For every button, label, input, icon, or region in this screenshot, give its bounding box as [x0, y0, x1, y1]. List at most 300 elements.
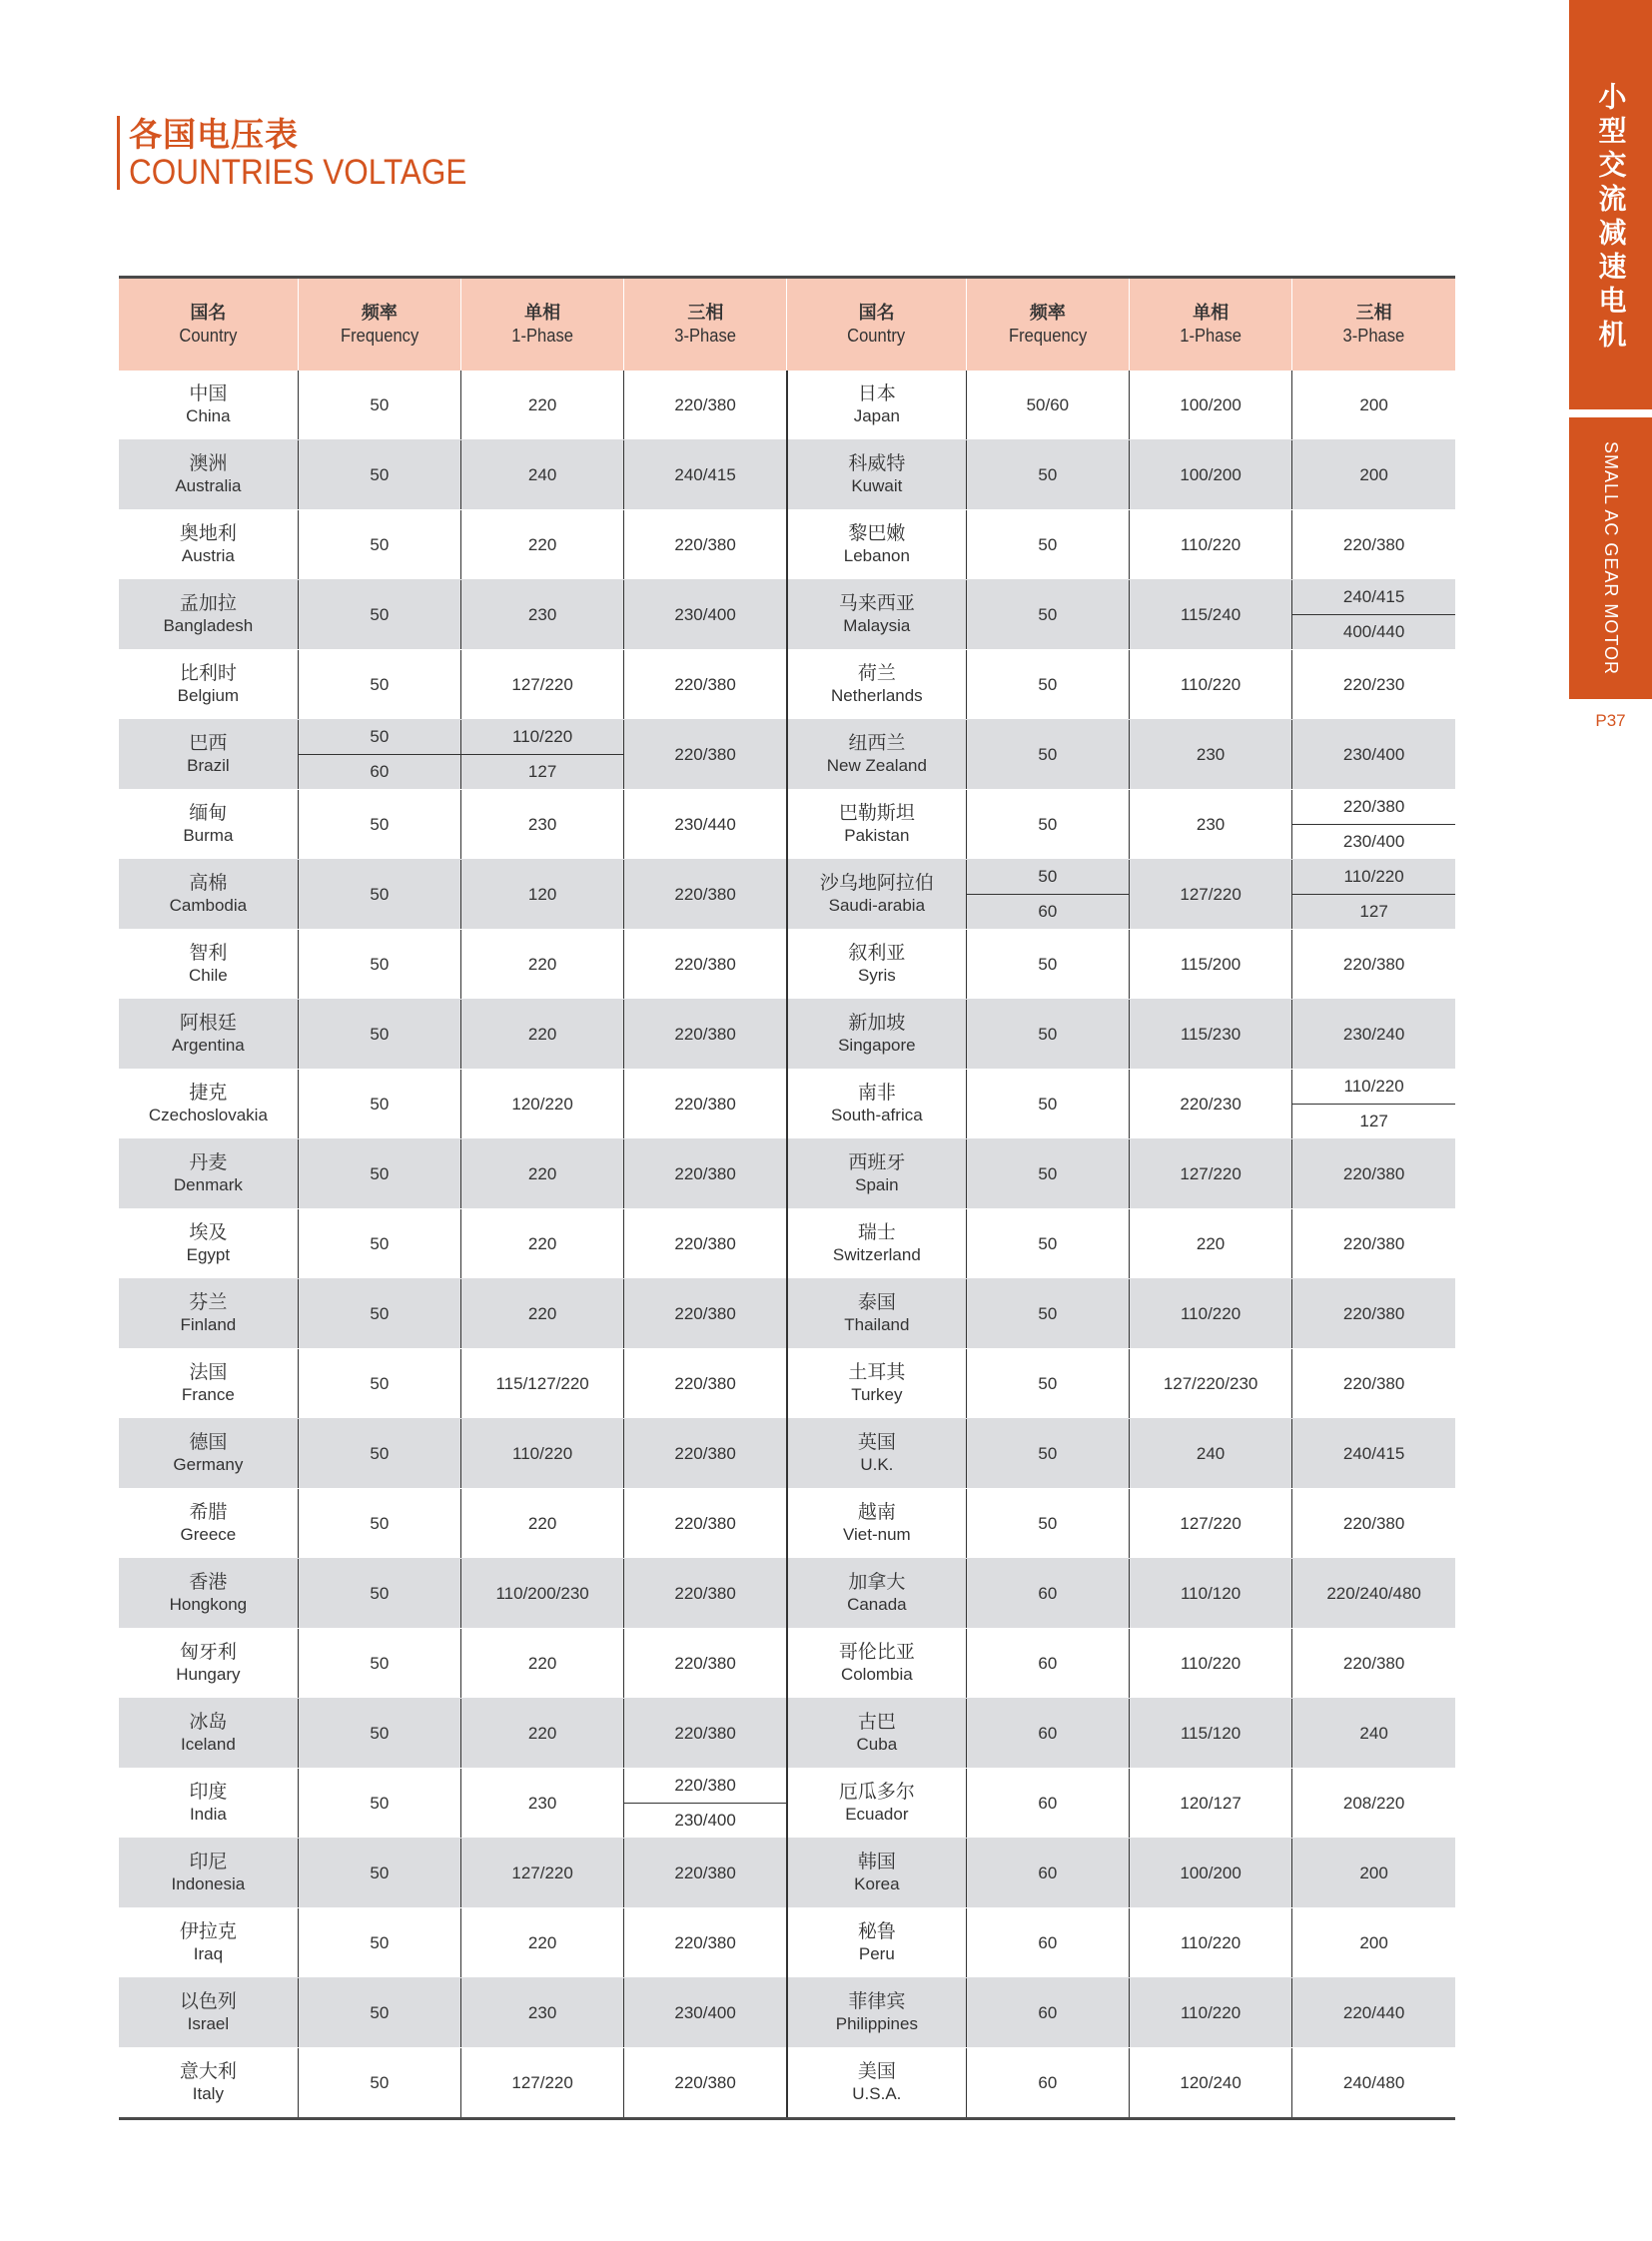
three-phase-value: 230/240 — [1342, 1024, 1405, 1044]
frequency-cell — [298, 371, 460, 440]
frequency-cell — [298, 930, 460, 1000]
country-cell — [119, 1349, 298, 1419]
single-phase-value: 240 — [527, 464, 557, 484]
frequency-cell — [966, 1419, 1129, 1489]
three-phase-value: 127 — [1359, 1112, 1388, 1130]
single-phase-cell — [1129, 860, 1291, 930]
country-name-en: Lebanon — [843, 546, 910, 565]
table-row — [119, 1629, 1455, 1699]
frequency-cell — [966, 1139, 1129, 1209]
single-phase-value: 110/220 — [512, 1443, 573, 1463]
three-phase-value: 220/380 — [674, 1513, 736, 1533]
table-row — [119, 790, 1455, 860]
frequency-cell — [298, 1978, 460, 2048]
three-phase-cell — [1292, 1699, 1455, 1769]
frequency-cell — [298, 650, 460, 720]
country-name-en: Kuwait — [851, 476, 903, 495]
single-phase-cell — [461, 1699, 624, 1769]
header-3-phase: 三相 3-Phase — [1292, 278, 1455, 372]
three-phase-value: 220/380 — [1342, 1163, 1405, 1183]
country-name-en: Colombia — [840, 1665, 913, 1684]
single-phase-value: 115/127/220 — [495, 1373, 589, 1393]
single-phase-cell — [461, 1839, 624, 1908]
country-name-cn: 伊拉克 — [179, 1920, 237, 1942]
three-phase-cell — [1292, 2048, 1455, 2119]
frequency-value: 50 — [370, 1723, 390, 1743]
single-phase-cell — [461, 720, 624, 790]
table-row — [119, 1769, 1455, 1839]
three-phase-cell — [1292, 1769, 1455, 1839]
country-name-cn: 巴西 — [189, 732, 228, 754]
frequency-value: 50 — [1038, 1163, 1058, 1183]
country-cell — [787, 371, 966, 440]
country-name-en: Korea — [854, 1874, 900, 1893]
single-phase-value: 220 — [527, 1932, 557, 1952]
country-name-cn: 意大利 — [179, 2060, 237, 2082]
three-phase-cell — [1292, 930, 1455, 1000]
frequency-value: 50 — [1038, 744, 1058, 764]
frequency-value: 50 — [370, 2002, 390, 2022]
single-phase-cell — [461, 1908, 624, 1978]
table-row — [119, 1839, 1455, 1908]
three-phase-value: 220/380 — [674, 1653, 736, 1673]
frequency-value: 50 — [370, 1863, 390, 1882]
table-row — [119, 1349, 1455, 1419]
country-cell — [787, 790, 966, 860]
country-cell — [787, 1839, 966, 1908]
frequency-value: 60 — [1038, 2002, 1058, 2022]
frequency-cell — [298, 1629, 460, 1699]
single-phase-value: 127/220 — [511, 2072, 573, 2092]
country-name-cn: 越南 — [857, 1501, 896, 1523]
frequency-value: 50 — [1038, 1303, 1058, 1323]
country-name-cn: 土耳其 — [848, 1361, 906, 1383]
frequency-value: 50 — [1038, 604, 1058, 624]
single-phase-value: 120/240 — [1180, 2072, 1241, 2092]
three-phase-value: 220/380 — [674, 1094, 736, 1114]
single-phase-cell — [461, 860, 624, 930]
frequency-cell — [966, 1209, 1129, 1279]
three-phase-value: 220/380 — [1342, 954, 1405, 974]
country-cell — [787, 1279, 966, 1349]
country-cell — [119, 1839, 298, 1908]
three-phase-cell — [1292, 1559, 1455, 1629]
table-row — [119, 1908, 1455, 1978]
country-name-en: Iraq — [193, 1944, 224, 1963]
frequency-value: 50 — [1038, 1513, 1058, 1533]
three-phase-split — [1292, 1070, 1455, 1138]
country-name-cn: 沙乌地阿拉伯 — [819, 872, 934, 894]
country-name-cn: 新加坡 — [848, 1012, 906, 1034]
table-row — [119, 1978, 1455, 2048]
country-name-cn: 科威特 — [848, 452, 906, 474]
single-phase-value: 120/220 — [511, 1094, 573, 1114]
country-name-en: Syris — [857, 966, 896, 985]
single-phase-value: 230 — [527, 1793, 557, 1813]
header-1-phase: 单相 1-Phase — [1129, 278, 1291, 372]
single-phase-cell — [461, 1000, 624, 1070]
country-name-cn: 菲律宾 — [848, 1990, 906, 2012]
three-phase-value: 220/380 — [674, 1303, 736, 1323]
frequency-value: 50 — [1038, 1233, 1058, 1253]
table-row — [119, 1559, 1455, 1629]
frequency-cell — [966, 1769, 1129, 1839]
single-phase-value: 127/220 — [511, 674, 573, 694]
frequency-value: 50 — [370, 954, 390, 974]
country-cell — [119, 580, 298, 650]
country-name-cn: 英国 — [857, 1431, 896, 1453]
table-row — [119, 860, 1455, 930]
three-phase-value: 220/380 — [674, 1024, 736, 1044]
country-name-cn: 日本 — [857, 382, 896, 404]
three-phase-value: 208/220 — [1342, 1793, 1405, 1813]
single-phase-cell — [461, 930, 624, 1000]
country-cell — [119, 1070, 298, 1139]
single-phase-cell — [1129, 371, 1291, 440]
three-phase-split — [1292, 580, 1455, 649]
country-name-cn: 奥地利 — [179, 522, 237, 544]
country-name-cn: 巴勒斯坦 — [838, 802, 915, 824]
frequency-value: 50 — [1038, 1443, 1058, 1463]
single-phase-value: 230 — [1196, 744, 1226, 764]
three-phase-value: 200 — [1359, 464, 1388, 484]
country-cell — [787, 1769, 966, 1839]
frequency-cell — [966, 930, 1129, 1000]
single-phase-cell — [461, 580, 624, 650]
header-frequency: 频率 Frequency — [966, 278, 1129, 372]
single-phase-value: 127/220 — [1180, 884, 1241, 904]
table-row — [119, 580, 1455, 650]
three-phase-cell — [624, 1629, 787, 1699]
country-name-en: Greece — [180, 1525, 237, 1544]
frequency-value: 50 — [1038, 464, 1058, 484]
table-row — [119, 1699, 1455, 1769]
single-phase-cell — [1129, 1489, 1291, 1559]
country-name-cn: 印度 — [189, 1781, 228, 1803]
three-phase-cell — [624, 650, 787, 720]
frequency-value: 50 — [967, 860, 1129, 895]
three-phase-value: 220/380 — [674, 1583, 736, 1603]
three-phase-value: 220/380 — [674, 1163, 736, 1183]
frequency-cell — [966, 650, 1129, 720]
frequency-value: 50 — [370, 534, 390, 554]
single-phase-cell — [1129, 1839, 1291, 1908]
single-phase-cell — [1129, 930, 1291, 1000]
single-phase-value: 110/220 — [1180, 674, 1241, 694]
country-cell — [119, 1559, 298, 1629]
single-phase-value: 127/220 — [1180, 1513, 1241, 1533]
country-cell — [787, 510, 966, 580]
frequency-value: 50 — [370, 1094, 390, 1114]
country-name-cn: 美国 — [857, 2060, 896, 2082]
country-cell — [119, 790, 298, 860]
country-name-en: Spain — [855, 1175, 899, 1194]
single-phase-value: 220/230 — [1180, 1094, 1241, 1114]
single-phase-value: 240 — [1196, 1443, 1226, 1463]
country-name-en: Switzerland — [832, 1245, 921, 1264]
frequency-cell — [298, 1419, 460, 1489]
frequency-cell — [966, 860, 1129, 930]
country-cell — [787, 1000, 966, 1070]
three-phase-value: 220/380 — [1342, 1233, 1405, 1253]
single-phase-cell — [461, 650, 624, 720]
single-phase-split — [461, 720, 623, 789]
single-phase-value: 100/200 — [1180, 394, 1241, 414]
single-phase-cell — [1129, 1699, 1291, 1769]
frequency-value: 50 — [370, 2072, 390, 2092]
country-cell — [787, 2048, 966, 2119]
country-name-en: Czechoslovakia — [148, 1106, 268, 1124]
single-phase-cell — [461, 2048, 624, 2119]
three-phase-cell — [1292, 1000, 1455, 1070]
country-name-en: Israel — [187, 2014, 230, 2033]
country-name-en: Austria — [181, 546, 235, 565]
single-phase-value: 115/120 — [1180, 1723, 1241, 1743]
country-cell — [119, 650, 298, 720]
country-name-cn: 西班牙 — [848, 1151, 906, 1173]
sidebar-tab-cn — [1569, 0, 1652, 409]
frequency-value: 60 — [1038, 1653, 1058, 1673]
three-phase-value: 220/380 — [674, 1932, 736, 1952]
header-1-phase: 单相 1-Phase — [461, 278, 624, 372]
frequency-cell — [298, 2048, 460, 2119]
three-phase-value: 230/440 — [674, 814, 736, 834]
three-phase-cell — [1292, 1629, 1455, 1699]
three-phase-cell — [624, 1209, 787, 1279]
three-phase-cell — [624, 1279, 787, 1349]
country-name-cn: 德国 — [189, 1431, 228, 1453]
country-name-cn: 丹麦 — [189, 1151, 228, 1173]
frequency-value: 60 — [1038, 2072, 1058, 2092]
single-phase-value: 220 — [527, 1233, 557, 1253]
three-phase-cell — [624, 1699, 787, 1769]
country-cell — [787, 1070, 966, 1139]
three-phase-value: 220/380 — [1342, 1513, 1405, 1533]
country-cell — [787, 1419, 966, 1489]
page-title-cn: 各国电压表 — [129, 115, 299, 154]
three-phase-value: 230/400 — [674, 1811, 736, 1830]
three-phase-value: 110/220 — [1292, 1070, 1455, 1105]
frequency-cell — [966, 1559, 1129, 1629]
country-name-cn: 以色列 — [179, 1990, 237, 2012]
country-name-en: Bangladesh — [163, 616, 254, 635]
frequency-value: 50 — [370, 1163, 390, 1183]
country-name-cn: 纽西兰 — [848, 732, 906, 754]
frequency-value: 50 — [1038, 954, 1058, 974]
single-phase-cell — [461, 371, 624, 440]
frequency-cell — [298, 1349, 460, 1419]
country-name-cn: 荷兰 — [857, 662, 896, 684]
sidebar-title-cn: 小型交流减速电机 — [1594, 82, 1628, 354]
country-name-cn: 瑞士 — [857, 1221, 896, 1243]
frequency-cell — [966, 440, 1129, 510]
frequency-value: 50 — [370, 1233, 390, 1253]
three-phase-value: 230/400 — [674, 604, 736, 624]
frequency-value: 60 — [1038, 1583, 1058, 1603]
three-phase-cell — [1292, 1139, 1455, 1209]
single-phase-cell — [461, 1629, 624, 1699]
single-phase-cell — [1129, 720, 1291, 790]
three-phase-cell — [624, 720, 787, 790]
country-name-cn: 秘鲁 — [857, 1920, 896, 1942]
country-name-en: Philippines — [835, 2014, 918, 2033]
single-phase-cell — [1129, 1629, 1291, 1699]
single-phase-value: 230 — [527, 814, 557, 834]
single-phase-cell — [1129, 580, 1291, 650]
frequency-cell — [298, 1769, 460, 1839]
frequency-cell — [298, 1489, 460, 1559]
three-phase-value: 240 — [1359, 1723, 1388, 1743]
frequency-value: 50 — [1038, 1024, 1058, 1044]
three-phase-cell — [624, 1908, 787, 1978]
frequency-cell — [298, 1839, 460, 1908]
single-phase-value: 220 — [527, 534, 557, 554]
single-phase-cell — [461, 1489, 624, 1559]
frequency-value: 50 — [370, 1932, 390, 1952]
frequency-value: 50 — [370, 1303, 390, 1323]
country-cell — [787, 1139, 966, 1209]
frequency-cell — [966, 1699, 1129, 1769]
single-phase-value: 110/120 — [1180, 1583, 1241, 1603]
table-row — [119, 930, 1455, 1000]
frequency-value: 50 — [1038, 674, 1058, 694]
frequency-value: 50 — [370, 884, 390, 904]
three-phase-cell — [1292, 860, 1455, 930]
frequency-value: 60 — [1038, 1932, 1058, 1952]
single-phase-value: 220 — [527, 1303, 557, 1323]
single-phase-value: 127 — [527, 762, 557, 781]
three-phase-value: 220/380 — [674, 884, 736, 904]
table-row — [119, 1279, 1455, 1349]
single-phase-value: 127/220/230 — [1163, 1373, 1258, 1393]
three-phase-cell — [1292, 790, 1455, 860]
country-cell — [119, 440, 298, 510]
country-cell — [119, 1978, 298, 2048]
country-cell — [119, 720, 298, 790]
country-name-en: Saudi-arabia — [828, 896, 926, 915]
country-cell — [787, 580, 966, 650]
single-phase-value: 110/220 — [1180, 534, 1241, 554]
country-cell — [119, 1699, 298, 1769]
page-number: P37 — [1595, 711, 1626, 730]
three-phase-cell — [1292, 1070, 1455, 1139]
table-header-row — [119, 278, 1455, 372]
single-phase-cell — [1129, 510, 1291, 580]
country-cell — [119, 1629, 298, 1699]
frequency-value: 50 — [1038, 1094, 1058, 1114]
country-name-en: China — [186, 406, 231, 425]
country-cell — [787, 1908, 966, 1978]
frequency-value: 50/60 — [1026, 394, 1070, 414]
frequency-cell — [966, 720, 1129, 790]
frequency-cell — [298, 1000, 460, 1070]
three-phase-value: 200 — [1359, 394, 1388, 414]
frequency-cell — [298, 1139, 460, 1209]
country-name-cn: 冰岛 — [189, 1711, 228, 1733]
single-phase-cell — [1129, 1209, 1291, 1279]
three-phase-value: 220/380 — [674, 1443, 736, 1463]
country-name-en: Japan — [853, 406, 901, 425]
frequency-cell — [298, 1908, 460, 1978]
three-phase-cell — [1292, 1908, 1455, 1978]
single-phase-value: 220 — [527, 1653, 557, 1673]
frequency-cell — [966, 371, 1129, 440]
frequency-cell — [966, 1349, 1129, 1419]
single-phase-value: 115/240 — [1180, 604, 1241, 624]
three-phase-cell — [624, 1559, 787, 1629]
three-phase-value: 240/415 — [674, 464, 736, 484]
three-phase-value: 220/380 — [674, 1233, 736, 1253]
frequency-cell — [966, 510, 1129, 580]
country-name-en: Malaysia — [843, 616, 911, 635]
country-name-en: Turkey — [851, 1385, 903, 1404]
header-3-phase: 三相 3-Phase — [624, 278, 787, 372]
three-phase-value: 220/380 — [674, 1723, 736, 1743]
frequency-value: 50 — [370, 1653, 390, 1673]
country-name-en: Singapore — [838, 1036, 916, 1055]
three-phase-value: 220/240/480 — [1326, 1583, 1421, 1603]
three-phase-cell — [624, 1139, 787, 1209]
frequency-cell — [966, 1839, 1129, 1908]
three-phase-cell — [1292, 1978, 1455, 2048]
country-name-cn: 芬兰 — [189, 1291, 228, 1313]
country-name-en: Cuba — [856, 1735, 898, 1754]
page-title-block — [117, 116, 504, 190]
country-name-cn: 香港 — [189, 1571, 228, 1593]
country-name-cn: 缅甸 — [189, 802, 228, 824]
single-phase-cell — [1129, 1769, 1291, 1839]
single-phase-value: 220 — [1196, 1233, 1226, 1253]
frequency-cell — [966, 1070, 1129, 1139]
frequency-cell — [966, 1279, 1129, 1349]
table-row — [119, 650, 1455, 720]
country-name-en: Netherlands — [831, 686, 923, 705]
frequency-cell — [966, 1489, 1129, 1559]
three-phase-value: 240/480 — [1342, 2072, 1405, 2092]
table-row — [119, 2048, 1455, 2119]
country-cell — [119, 1209, 298, 1279]
frequency-value: 60 — [1038, 1793, 1058, 1813]
frequency-value: 50 — [299, 720, 460, 755]
single-phase-value: 230 — [527, 2002, 557, 2022]
sidebar-tab-en — [1569, 417, 1652, 699]
three-phase-cell — [624, 371, 787, 440]
single-phase-cell — [1129, 1419, 1291, 1489]
frequency-value: 50 — [370, 1793, 390, 1813]
country-name-cn: 古巴 — [857, 1711, 896, 1733]
country-name-en: Burma — [183, 826, 234, 845]
single-phase-value: 230 — [1196, 814, 1226, 834]
country-name-en: Peru — [858, 1944, 895, 1963]
frequency-cell — [966, 1908, 1129, 1978]
single-phase-cell — [1129, 2048, 1291, 2119]
country-name-cn: 黎巴嫩 — [848, 522, 906, 544]
frequency-cell — [966, 2048, 1129, 2119]
frequency-value: 50 — [1038, 814, 1058, 834]
country-name-cn: 匈牙利 — [179, 1641, 237, 1663]
table-row — [119, 440, 1455, 510]
header-country: 国名 Country — [787, 278, 966, 372]
single-phase-value: 110/220 — [461, 720, 623, 755]
three-phase-value: 240/415 — [1342, 1443, 1405, 1463]
frequency-split — [299, 720, 460, 789]
sidebar-title-en: SMALL AC GEAR MOTOR — [1601, 441, 1621, 676]
single-phase-cell — [461, 1070, 624, 1139]
single-phase-value: 100/200 — [1180, 1863, 1241, 1882]
three-phase-value: 220/380 — [674, 1863, 736, 1882]
three-phase-value: 220/380 — [674, 394, 736, 414]
single-phase-value: 220 — [527, 1163, 557, 1183]
